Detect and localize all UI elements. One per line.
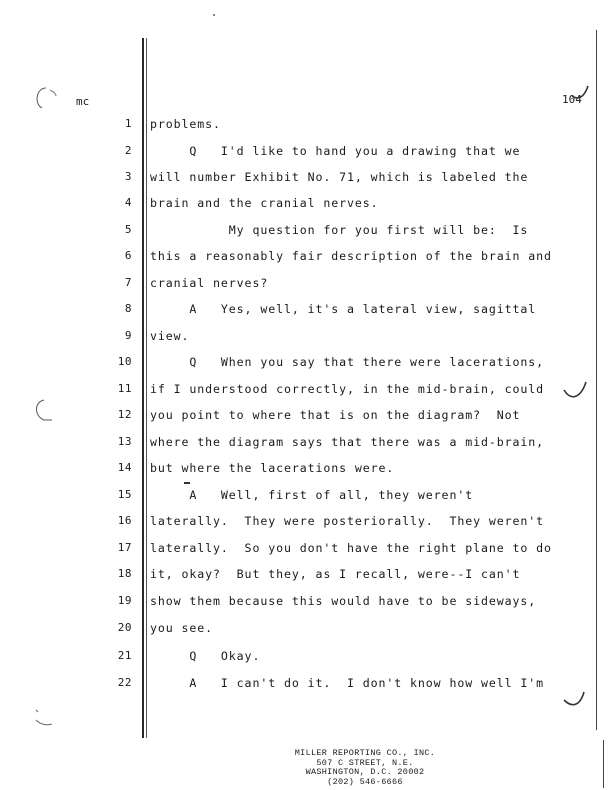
transcript-line: you point to where that is on the diagram? Not [150,408,521,422]
stray-mark [213,14,215,16]
right-margin-rule [596,30,597,730]
line-number: 17 [117,541,132,554]
line-number: 16 [117,514,132,527]
line-number: 22 [117,676,132,689]
transcript-line: Q Okay. [150,649,261,663]
line-number: 9 [124,329,132,342]
transcript-line: Q When you say that there were lacerations, [150,355,545,369]
footer-city: WASHINGTON, D.C. 20002 [305,767,425,777]
footer-street: 507 C STREET, N.E. [316,757,414,768]
line-number: 15 [117,488,132,501]
transcript-line: will number Exhibit No. 71, which is labeled the [150,170,529,184]
left-margin-rule-inner [146,38,147,738]
line-number: 20 [117,621,132,634]
line-number: 19 [117,594,132,607]
transcript-line: but where the lacerations were. [150,461,395,475]
line-number: 6 [124,249,132,262]
line-number: 3 [124,170,132,183]
transcript-line: A I can't do it. I don't know how well I'm [150,676,545,690]
right-edge-rule [603,740,604,788]
transcript-line: Q I'd like to hand you a drawing that we [150,144,521,158]
transcript-line: My question for you first will be: Is [150,223,529,237]
footer-phone: (202) 546-6666 [327,776,403,787]
line-number: 4 [124,196,132,209]
line-number: 5 [124,223,132,236]
transcript-line: laterally. They were posteriorally. They weren't [150,514,545,528]
margin-pen-mark [560,380,590,404]
line-number: 12 [117,408,132,421]
line-number: 8 [124,302,132,315]
transcript-line: if I understood correctly, in the mid-brain, could [150,382,545,396]
text-tick-mark [184,482,190,484]
transcript-line: A Well, first of all, they weren't [150,488,474,502]
left-margin-rule [142,38,144,738]
line-number: 21 [117,649,132,662]
page-number: 104 [562,93,582,106]
transcript-line: brain and the cranial nerves. [150,196,379,210]
page-number-mark [570,84,592,102]
transcript-line: show them because this would have to be sideways, [150,594,537,608]
transcript-line: A Yes, well, it's a lateral view, sagittal [150,302,537,316]
punch-hole-top [30,84,58,114]
transcript-line: where the diagram says that there was a mid-brain, [150,435,545,449]
transcript-line: view. [150,329,190,343]
margin-pen-mark [562,690,588,712]
transcript-line: this a reasonably fair description of the brain and [150,249,552,263]
line-number: 2 [124,144,132,157]
line-number: 1 [124,117,132,130]
line-number: 14 [117,461,132,474]
transcript-line: problems. [150,117,221,131]
line-number: 18 [117,567,132,580]
punch-hole-bottom [30,704,58,730]
footer-company: MILLER REPORTING CO., INC. [294,748,436,758]
transcript-line: it, okay? But they, as I recall, were--I can't [150,567,521,581]
reporter-footer [250,749,480,787]
transcript-line: laterally. So you don't have the right plane to do [150,541,552,555]
line-number: 13 [117,435,132,448]
transcript-line: you see. [150,621,214,635]
punch-hole-middle [30,396,58,426]
line-number: 10 [117,355,132,368]
transcript-line: cranial nerves? [150,276,269,290]
reporter-initials: mc [76,95,90,108]
line-number: 7 [124,276,132,289]
line-number: 11 [117,382,132,395]
